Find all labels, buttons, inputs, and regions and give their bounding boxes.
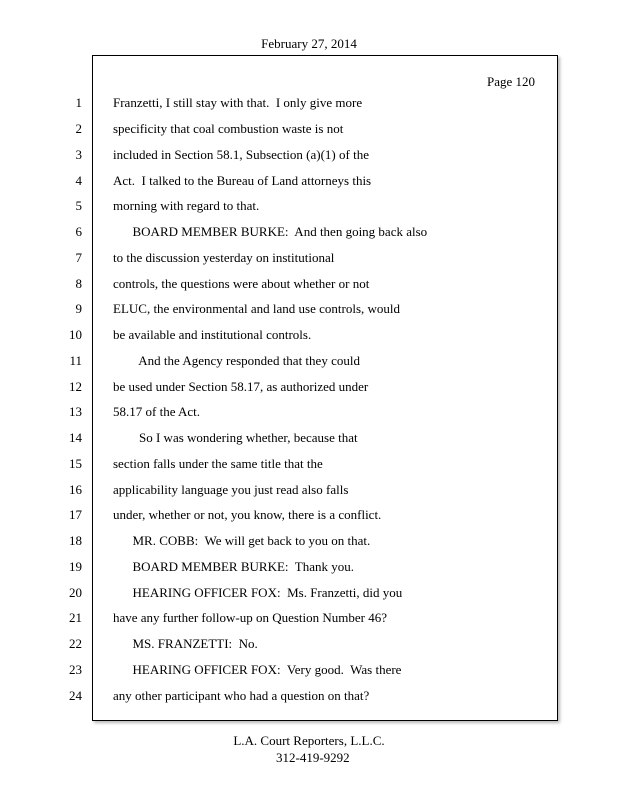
- transcript-line: ELUC, the environmental and land use controls, would: [113, 301, 401, 316]
- line-number: 1: [75, 95, 82, 110]
- transcript-line: included in Section 58.1, Subsection (a)(1) of the: [113, 147, 369, 162]
- transcript-line: Franzetti, I still stay with that. I only give more: [113, 95, 363, 110]
- transcript-line: applicability language you just read also falls: [113, 482, 349, 497]
- line-number: 14: [69, 430, 82, 445]
- footer-phone: 312-419-9292: [276, 750, 350, 765]
- page-number: Page 120: [486, 74, 535, 89]
- transcript-line: section falls under the same title that the: [113, 456, 323, 471]
- transcript-line: BOARD MEMBER BURKE: And then going back also: [113, 224, 428, 239]
- transcript-line: have any further follow-up on Question Number 46?: [113, 610, 388, 625]
- line-number: 3: [75, 147, 82, 162]
- transcript-line: So I was wondering whether, because that: [113, 430, 358, 445]
- transcript-line: controls, the questions were about whether or not: [113, 276, 370, 291]
- line-number: 20: [69, 585, 82, 600]
- line-number: 24: [69, 688, 82, 703]
- line-number: 13: [69, 404, 82, 419]
- transcript-line: MR. COBB: We will get back to you on that.: [113, 533, 371, 548]
- transcript-line: any other participant who had a question on that?: [113, 688, 370, 703]
- transcript-line: Act. I talked to the Bureau of Land attorneys this: [113, 173, 372, 188]
- line-number: 16: [69, 482, 82, 497]
- footer-company: L.A. Court Reporters, L.L.C.: [233, 733, 385, 748]
- transcript-line: HEARING OFFICER FOX: Very good. Was there: [113, 662, 402, 677]
- transcript-line: 58.17 of the Act.: [113, 404, 201, 419]
- transcript-line: morning with regard to that.: [113, 198, 260, 213]
- line-number: 11: [69, 353, 82, 368]
- transcript-date: February 27, 2014: [261, 36, 357, 51]
- transcript-line: to the discussion yesterday on institutional: [113, 250, 335, 265]
- transcript-line: BOARD MEMBER BURKE: Thank you.: [113, 559, 354, 574]
- line-number: 17: [69, 507, 82, 522]
- line-number: 22: [69, 636, 82, 651]
- line-number: 23: [69, 662, 82, 677]
- line-number: 5: [75, 198, 82, 213]
- transcript-line: MS. FRANZETTI: No.: [113, 636, 258, 651]
- line-number: 19: [69, 559, 82, 574]
- line-number: 18: [69, 533, 82, 548]
- line-number: 4: [75, 173, 82, 188]
- transcript-line: be used under Section 58.17, as authorized under: [113, 379, 369, 394]
- line-number: 7: [75, 250, 82, 265]
- line-number: 12: [69, 379, 82, 394]
- transcript-line: And the Agency responded that they could: [113, 353, 360, 368]
- line-number: 2: [75, 121, 82, 136]
- line-number: 21: [69, 610, 82, 625]
- transcript-line: under, whether or not, you know, there is a conflict.: [113, 507, 382, 522]
- line-number: 15: [69, 456, 82, 471]
- line-number: 8: [75, 276, 82, 291]
- transcript-line: HEARING OFFICER FOX: Ms. Franzetti, did you: [113, 585, 403, 600]
- line-number: 10: [69, 327, 82, 342]
- transcript-line: be available and institutional controls.: [113, 327, 312, 342]
- line-number: 9: [75, 301, 82, 316]
- transcript-line: specificity that coal combustion waste is not: [113, 121, 344, 136]
- line-number: 6: [75, 224, 82, 239]
